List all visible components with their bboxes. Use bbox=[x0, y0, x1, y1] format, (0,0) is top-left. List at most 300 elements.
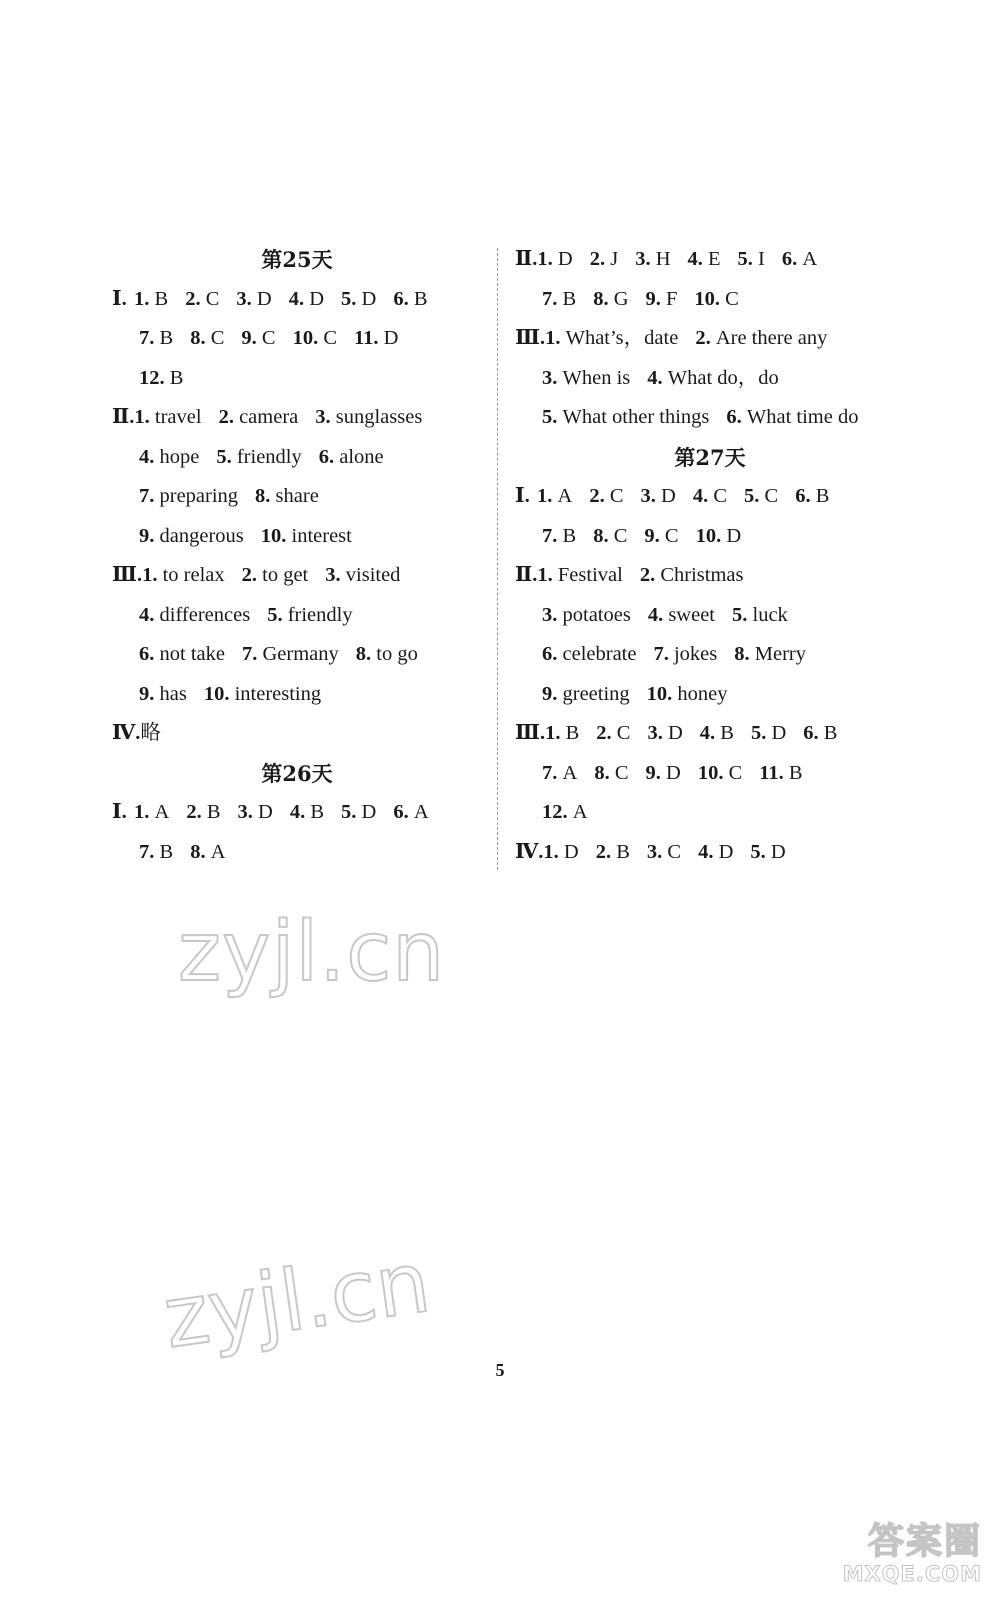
answer-text: J bbox=[610, 248, 619, 270]
answer-text: F bbox=[666, 287, 678, 310]
section-numeral: Ⅲ. bbox=[515, 722, 546, 744]
answer-text: C bbox=[323, 327, 337, 349]
answer-text: D bbox=[383, 327, 399, 349]
answer-number: 5. bbox=[732, 603, 753, 626]
answer-text: D bbox=[563, 840, 579, 863]
answer-text: A bbox=[562, 761, 578, 784]
answer-line bbox=[112, 359, 482, 399]
answer-text: A bbox=[557, 485, 573, 507]
answer-number: 3. bbox=[325, 564, 346, 586]
answer-item bbox=[537, 556, 622, 596]
answer-text: to get bbox=[262, 564, 309, 586]
answer-number: 5. bbox=[341, 287, 362, 310]
answer-text: D bbox=[361, 287, 377, 310]
answer-text: C bbox=[725, 287, 739, 310]
answer-number: 6. bbox=[795, 485, 816, 507]
answer-text: friendly bbox=[287, 603, 353, 626]
answer-item bbox=[647, 359, 779, 399]
answer-item bbox=[216, 438, 301, 478]
answer-item bbox=[356, 635, 418, 675]
answer-text: C bbox=[764, 485, 779, 507]
answer-item bbox=[204, 675, 321, 715]
answer-item bbox=[698, 754, 742, 794]
answer-number: 9. bbox=[542, 682, 563, 705]
answer-text: C bbox=[205, 287, 220, 310]
answer-text: A bbox=[210, 840, 226, 863]
section-numeral: Ⅰ. bbox=[112, 287, 127, 310]
answer-text: D bbox=[256, 287, 272, 310]
answer-line bbox=[112, 675, 482, 715]
answer-text: sweet bbox=[668, 603, 716, 626]
answer-text: G bbox=[613, 287, 629, 310]
answer-text: Festival bbox=[557, 564, 623, 586]
answer-item bbox=[542, 596, 631, 636]
answer-number: 1. bbox=[134, 406, 155, 428]
answer-text: C bbox=[613, 524, 628, 547]
answer-item bbox=[593, 280, 628, 320]
answer-item bbox=[393, 280, 427, 320]
answer-item bbox=[648, 596, 715, 636]
answer-item bbox=[542, 280, 576, 320]
answer-number: 9. bbox=[139, 682, 160, 705]
answer-item bbox=[693, 477, 727, 517]
answer-item bbox=[644, 517, 678, 557]
answer-number: 4. bbox=[647, 366, 668, 389]
answer-text: C bbox=[667, 840, 682, 863]
answer-number: 5. bbox=[542, 406, 563, 428]
answer-item bbox=[750, 833, 785, 873]
answer-number: 2. bbox=[186, 801, 207, 823]
answer-text: C bbox=[664, 524, 679, 547]
answer-number: 2. bbox=[589, 248, 611, 270]
answer-item bbox=[542, 398, 709, 438]
answer-number: 3. bbox=[635, 248, 656, 270]
answer-text: preparing bbox=[159, 485, 239, 507]
answer-item bbox=[354, 319, 398, 359]
answer-text: travel bbox=[154, 406, 202, 428]
answer-line bbox=[515, 477, 905, 517]
answer-item bbox=[542, 793, 588, 833]
answer-item bbox=[594, 754, 628, 794]
answer-item bbox=[542, 754, 577, 794]
answer-item bbox=[290, 793, 324, 833]
answer-number: 6. bbox=[318, 445, 340, 468]
answer-number: 10. bbox=[203, 682, 235, 705]
answer-item bbox=[647, 675, 728, 715]
answer-text: has bbox=[159, 682, 187, 705]
answer-number: 7. bbox=[139, 485, 160, 507]
answer-text: B bbox=[720, 722, 734, 744]
answer-text: B bbox=[206, 801, 221, 823]
answer-number: 3. bbox=[542, 603, 563, 626]
answer-item bbox=[593, 517, 627, 557]
answer-number: 4. bbox=[699, 722, 721, 744]
answer-number: 1. bbox=[545, 327, 566, 349]
watermark-corner-logo bbox=[812, 1522, 982, 1586]
answer-number: 7. bbox=[542, 761, 563, 784]
answer-text: D bbox=[557, 248, 573, 270]
answer-column-right bbox=[515, 240, 905, 872]
answer-text: When is bbox=[562, 366, 631, 389]
answer-line bbox=[515, 793, 905, 833]
answer-text: B bbox=[788, 761, 803, 784]
answer-number: 4. bbox=[698, 840, 719, 863]
answer-item bbox=[134, 793, 169, 833]
answer-number: 8. bbox=[594, 761, 615, 784]
section-numeral: Ⅳ. bbox=[112, 722, 141, 744]
answer-item bbox=[238, 793, 273, 833]
answer-item bbox=[589, 477, 623, 517]
answer-number: 5. bbox=[750, 722, 772, 744]
answer-number: 1. bbox=[134, 801, 155, 823]
answer-number: 4. bbox=[139, 603, 160, 626]
answer-item bbox=[795, 477, 829, 517]
answer-item bbox=[139, 635, 225, 675]
answer-number: 8. bbox=[593, 287, 614, 310]
answer-item bbox=[341, 280, 376, 320]
answer-line bbox=[112, 635, 482, 675]
answer-item bbox=[219, 398, 299, 438]
section-numeral: Ⅲ. bbox=[515, 327, 546, 349]
answer-number: 9. bbox=[645, 287, 666, 310]
answer-number: 4. bbox=[692, 485, 714, 507]
answer-number: 6. bbox=[726, 406, 747, 428]
answer-item bbox=[134, 398, 201, 438]
answer-number: 10. bbox=[695, 524, 727, 547]
answer-number: 3. bbox=[236, 287, 257, 310]
answer-line bbox=[515, 398, 905, 438]
answer-item bbox=[139, 359, 183, 399]
answer-number: 9. bbox=[241, 327, 262, 349]
answer-text: honey bbox=[677, 682, 728, 705]
answer-line bbox=[515, 280, 905, 320]
answer-item bbox=[315, 398, 422, 438]
answer-line bbox=[112, 556, 482, 596]
answer-text: D bbox=[361, 801, 377, 823]
answer-number: 8. bbox=[190, 327, 211, 349]
answer-item bbox=[759, 754, 802, 794]
answer-line bbox=[112, 793, 482, 833]
answer-text: H bbox=[655, 248, 671, 270]
answer-item bbox=[242, 556, 309, 596]
answer-text: B bbox=[159, 327, 174, 349]
answer-item bbox=[267, 596, 352, 636]
answer-number: 1. bbox=[545, 722, 566, 744]
answer-item bbox=[700, 714, 734, 754]
answer-line bbox=[112, 596, 482, 636]
answer-number: 12. bbox=[542, 801, 573, 823]
answer-number: 6. bbox=[781, 248, 803, 270]
answer-item bbox=[542, 359, 630, 399]
answer-text: interesting bbox=[234, 682, 322, 705]
answer-text: C bbox=[728, 761, 743, 784]
answer-text: sunglasses bbox=[335, 406, 423, 428]
answer-text: What do，do bbox=[667, 366, 779, 389]
answer-text: D bbox=[718, 840, 734, 863]
answer-item bbox=[139, 438, 199, 478]
answer-number: 7. bbox=[542, 524, 563, 547]
answer-line bbox=[112, 280, 482, 320]
answer-text: C bbox=[616, 722, 631, 744]
answer-number: 9. bbox=[644, 524, 665, 547]
answer-line bbox=[515, 635, 905, 675]
answer-item bbox=[537, 477, 572, 517]
answer-text: B bbox=[562, 287, 577, 310]
day-heading: 第26天 bbox=[261, 760, 333, 786]
answer-number: 1. bbox=[537, 485, 558, 507]
watermark-zyjl-1: zyjl.cn bbox=[178, 905, 446, 1000]
answer-number: 2. bbox=[589, 485, 610, 507]
answer-text: What’s，date bbox=[565, 327, 679, 349]
answer-number: 4. bbox=[139, 445, 160, 468]
answer-item bbox=[734, 635, 806, 675]
answer-text: to relax bbox=[162, 564, 225, 586]
answer-item bbox=[139, 319, 173, 359]
answer-text: What time do bbox=[746, 406, 859, 428]
answer-item bbox=[139, 596, 250, 636]
answer-line bbox=[112, 714, 482, 754]
answer-number: 6. bbox=[803, 722, 824, 744]
answer-item bbox=[542, 675, 630, 715]
answer-item bbox=[732, 596, 788, 636]
answer-item bbox=[319, 438, 384, 478]
answer-line bbox=[112, 477, 482, 517]
answer-item bbox=[646, 754, 681, 794]
answer-item bbox=[139, 675, 187, 715]
answer-number: 4. bbox=[647, 603, 669, 626]
answer-item bbox=[185, 280, 219, 320]
answer-number: 5. bbox=[744, 485, 765, 507]
answer-number: 5. bbox=[341, 801, 362, 823]
answer-text: potatoes bbox=[562, 603, 631, 626]
answer-number: 4. bbox=[289, 801, 311, 823]
answer-text: Are there any bbox=[715, 327, 828, 349]
column-divider bbox=[497, 248, 498, 870]
answer-text: A bbox=[413, 801, 429, 823]
section-numeral: Ⅰ. bbox=[112, 801, 127, 823]
day-heading: 第27天 bbox=[674, 444, 746, 470]
answer-text: A bbox=[154, 801, 170, 823]
answer-item bbox=[139, 517, 244, 557]
answer-line bbox=[515, 517, 905, 557]
answer-number: 2. bbox=[218, 406, 240, 428]
answer-text: Germany bbox=[262, 643, 339, 665]
answer-text: not take bbox=[159, 643, 225, 665]
answer-item bbox=[596, 833, 630, 873]
answer-item bbox=[647, 714, 682, 754]
answer-text: What other things bbox=[562, 406, 710, 428]
answer-line bbox=[515, 556, 905, 596]
page-number: 5 bbox=[495, 1360, 505, 1380]
answer-number: 4. bbox=[288, 287, 310, 310]
section-numeral: Ⅲ. bbox=[112, 564, 143, 586]
answer-text: B bbox=[616, 840, 630, 863]
answer-item bbox=[695, 319, 827, 359]
answer-text: D bbox=[666, 761, 681, 784]
answer-number: 10. bbox=[697, 761, 729, 784]
answer-item bbox=[545, 714, 579, 754]
answer-text: share bbox=[275, 485, 319, 507]
answer-item bbox=[653, 635, 717, 675]
answer-item bbox=[698, 833, 733, 873]
answer-text: C bbox=[261, 327, 276, 349]
watermark-corner-bottom: MXQE.COM bbox=[842, 1562, 982, 1586]
answer-number: 6. bbox=[393, 287, 414, 310]
answer-item bbox=[236, 280, 271, 320]
answer-item bbox=[640, 556, 744, 596]
answer-number: 7. bbox=[139, 840, 160, 863]
answer-text: C bbox=[609, 485, 624, 507]
answer-number: 5. bbox=[750, 840, 771, 863]
answer-text: 略 bbox=[140, 722, 161, 744]
answer-number: 8. bbox=[734, 643, 755, 665]
answer-text: A bbox=[572, 801, 588, 823]
answer-text: I bbox=[758, 248, 765, 270]
answer-number: 9. bbox=[139, 524, 160, 547]
answer-item bbox=[293, 319, 337, 359]
answer-number: 3. bbox=[647, 722, 668, 744]
answer-item bbox=[289, 280, 324, 320]
answer-line bbox=[515, 833, 905, 873]
answer-item bbox=[590, 240, 618, 280]
answer-text: C bbox=[713, 485, 727, 507]
answer-item bbox=[139, 477, 238, 517]
answer-number: 11. bbox=[759, 761, 789, 784]
answer-line bbox=[515, 359, 905, 399]
answer-text: differences bbox=[159, 603, 251, 626]
answer-item bbox=[542, 635, 636, 675]
answer-item bbox=[744, 477, 778, 517]
answer-number: 10. bbox=[646, 682, 678, 705]
section-numeral: Ⅳ. bbox=[515, 840, 544, 863]
answer-text: A bbox=[802, 248, 818, 270]
answer-text: E bbox=[708, 248, 721, 270]
answer-text: to go bbox=[376, 643, 418, 665]
answer-item bbox=[241, 319, 275, 359]
section-numeral: Ⅱ. bbox=[515, 564, 538, 586]
answer-number: 3. bbox=[542, 366, 563, 389]
answer-number: 3. bbox=[640, 485, 661, 507]
answer-text: B bbox=[154, 287, 169, 310]
answer-item bbox=[190, 319, 224, 359]
answer-item bbox=[543, 833, 578, 873]
answer-text: D bbox=[661, 485, 676, 507]
section-numeral: Ⅱ. bbox=[112, 406, 135, 428]
answer-text: camera bbox=[239, 406, 299, 428]
answer-line bbox=[515, 596, 905, 636]
watermark-corner-top: 答案圈 bbox=[867, 1521, 982, 1562]
answer-text: Merry bbox=[754, 643, 806, 665]
answer-text: B bbox=[562, 524, 577, 547]
answer-number: 2. bbox=[639, 564, 661, 586]
answer-number: 2. bbox=[185, 287, 206, 310]
answer-number: 5. bbox=[737, 248, 759, 270]
answer-number: 6. bbox=[139, 643, 160, 665]
answer-text: C bbox=[614, 761, 629, 784]
answer-item bbox=[726, 398, 858, 438]
answer-number: 6. bbox=[542, 643, 563, 665]
answer-text: greeting bbox=[562, 682, 630, 705]
answer-item bbox=[738, 240, 765, 280]
answer-text: B bbox=[159, 840, 174, 863]
answer-number: 8. bbox=[190, 840, 211, 863]
answer-text: jokes bbox=[673, 643, 718, 665]
answer-item bbox=[545, 319, 678, 359]
answer-item bbox=[694, 280, 738, 320]
answer-number: 1. bbox=[142, 564, 163, 586]
answer-line bbox=[112, 438, 482, 478]
answer-number: 7. bbox=[653, 643, 674, 665]
answer-text: luck bbox=[752, 603, 788, 626]
answer-item bbox=[688, 240, 721, 280]
answer-item bbox=[803, 714, 837, 754]
answer-text: Christmas bbox=[660, 564, 744, 586]
answer-number: 8. bbox=[593, 524, 614, 547]
answer-line bbox=[112, 517, 482, 557]
answer-number: 7. bbox=[139, 327, 160, 349]
answer-number: 9. bbox=[645, 761, 666, 784]
answer-item bbox=[542, 517, 576, 557]
answer-number: 8. bbox=[355, 643, 377, 665]
answer-text: B bbox=[823, 722, 838, 744]
answer-number: 2. bbox=[241, 564, 263, 586]
watermark-zyjl-2: zyjl.cn bbox=[158, 1232, 436, 1368]
answer-text: friendly bbox=[236, 445, 302, 468]
answer-text: D bbox=[258, 801, 273, 823]
answer-item bbox=[635, 240, 670, 280]
answer-item bbox=[190, 833, 225, 873]
answer-number: 2. bbox=[596, 722, 617, 744]
answer-number: 6. bbox=[393, 801, 414, 823]
answer-item bbox=[142, 556, 225, 596]
answer-number: 3. bbox=[646, 840, 668, 863]
answer-item bbox=[186, 793, 220, 833]
answer-text: D bbox=[770, 840, 786, 863]
answer-number: 2. bbox=[695, 327, 716, 349]
answer-number: 11. bbox=[354, 327, 384, 349]
answer-text: D bbox=[726, 524, 742, 547]
answer-text: D bbox=[667, 722, 683, 744]
answer-text: B bbox=[413, 287, 428, 310]
answer-item bbox=[646, 280, 678, 320]
answer-line bbox=[112, 319, 482, 359]
answer-text: D bbox=[771, 722, 787, 744]
answer-item bbox=[641, 477, 676, 517]
answer-line bbox=[112, 398, 482, 438]
day-heading: 第25天 bbox=[261, 247, 333, 272]
answer-item bbox=[341, 793, 376, 833]
answer-item bbox=[782, 240, 817, 280]
answer-item bbox=[325, 556, 400, 596]
answer-text: B bbox=[815, 485, 830, 507]
answer-line bbox=[112, 833, 482, 873]
answer-text: B bbox=[169, 366, 184, 389]
answer-item bbox=[393, 793, 428, 833]
answer-item bbox=[696, 517, 742, 557]
answer-line bbox=[515, 714, 905, 754]
answer-text: interest bbox=[291, 524, 352, 547]
answer-line bbox=[515, 240, 905, 280]
answer-number: 10. bbox=[260, 524, 292, 547]
answer-number: 4. bbox=[687, 248, 709, 270]
answer-item bbox=[751, 714, 786, 754]
answer-number: 5. bbox=[267, 603, 288, 626]
answer-item bbox=[647, 833, 681, 873]
answer-item bbox=[596, 714, 630, 754]
answer-number: 3. bbox=[315, 406, 336, 428]
answer-item bbox=[140, 714, 161, 754]
answer-line bbox=[515, 754, 905, 794]
